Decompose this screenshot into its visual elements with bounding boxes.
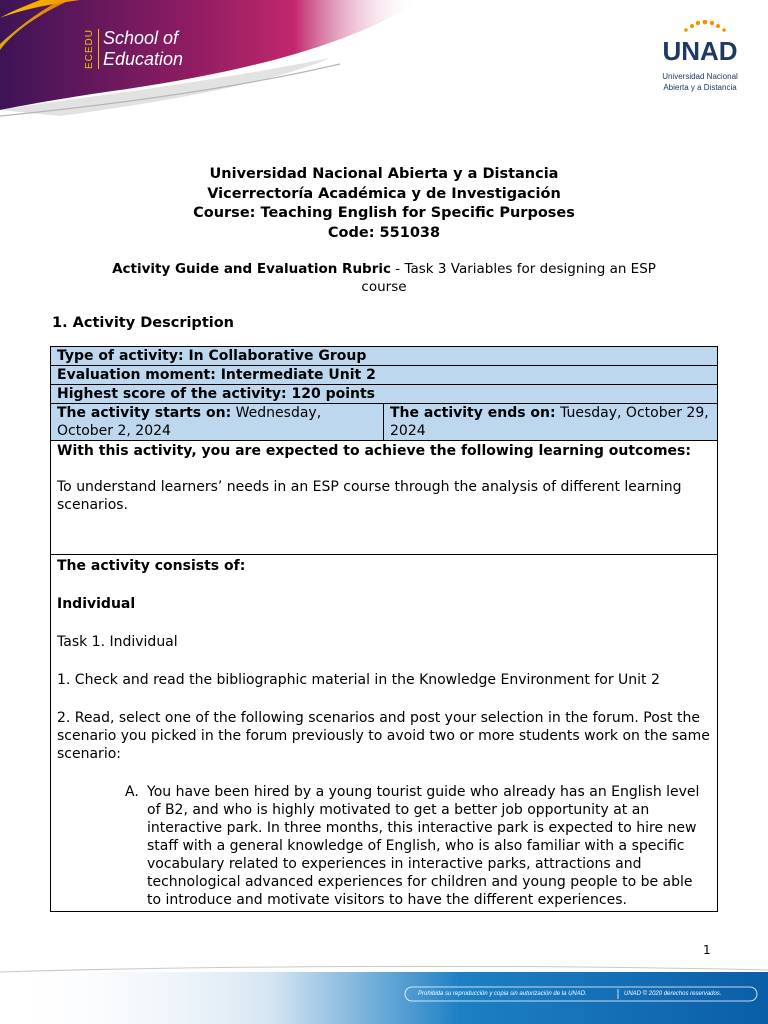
table-row <box>51 385 718 404</box>
learning-outcomes-cell <box>51 441 718 555</box>
table-row <box>51 441 718 555</box>
document-title-block <box>0 165 768 243</box>
ends-value: Tuesday, October 29, 2024 <box>390 405 709 439</box>
title-university: Universidad Nacional Abierta y a Distancia <box>209 166 559 182</box>
unad-logo-text: UNAD <box>662 36 738 66</box>
outcomes-text: To understand learners’ needs in an ESP course through the analysis of different learning scenarios. <box>57 479 682 513</box>
school-of-education-logo <box>84 28 183 70</box>
type-of-activity-cell: Type of activity: In Collaborative Group <box>51 347 718 366</box>
table-row <box>51 347 718 366</box>
unad-logo <box>654 20 746 92</box>
activity-starts-cell <box>51 404 384 441</box>
title-code: Code: 551038 <box>327 224 441 241</box>
section-heading-activity-description: 1. Activity Description <box>52 315 235 331</box>
school-logo-line2: Education <box>103 49 184 69</box>
table-row <box>51 555 718 912</box>
outcomes-heading: With this activity, you are expected to achieve the following learning outcomes: <box>57 443 691 459</box>
starts-value: Wednesday, October 2, 2024 <box>57 405 322 439</box>
step2-text: 2. Read, select one of the following scenarios and post your selection in the forum. Post the scenario you picked in the forum previously to avoid two or more students work on the same scenario: <box>57 710 710 762</box>
unad-logo-mark <box>654 20 746 66</box>
table-row <box>51 404 718 441</box>
footer-notice-right: UNAD © 2020 derechos reservados. <box>624 991 722 997</box>
activity-table <box>50 346 718 912</box>
consists-heading: The activity consists of: <box>57 558 246 574</box>
unad-caption-line1: Universidad Nacional <box>662 72 738 81</box>
title-vicerrectoria: Vicerrectoría Académica y de Investigación <box>207 185 561 202</box>
task1-label: Task 1. Individual <box>57 634 178 650</box>
individual-heading: Individual <box>57 596 136 612</box>
scenario-list <box>57 783 711 909</box>
ecedu-label: ECEDU <box>84 29 99 69</box>
step1-text: 1. Check and read the bibliographic material in the Knowledge Environment for Unit 2 <box>57 672 660 688</box>
subtitle-rest-line2: course <box>361 279 407 295</box>
evaluation-moment-cell: Evaluation moment: Intermediate Unit 2 <box>51 366 718 385</box>
ends-label: The activity ends on: <box>390 405 556 421</box>
activity-ends-cell <box>384 404 718 441</box>
list-item <box>125 783 711 909</box>
starts-label: The activity starts on: <box>57 405 232 421</box>
scenario-a-letter: A. <box>125 784 139 800</box>
footer-notice-left: Prohibida su reproducción y copia sin autorización de la UNAD. <box>418 991 587 997</box>
subtitle-bold: Activity Guide and Evaluation Rubric <box>112 261 392 277</box>
school-logo-line1: School of <box>103 28 179 48</box>
scenario-a-text: You have been hired by a young tourist guide who already has an English level of B2, and who is highly motivated to get a better job opportunity at an interactive park. In three months, this interactive park is expected to hire new staff with a general knowledge of English, who is also familiar with a specific vocabulary related to experiences in interactive parks, attractions and technological advanced experiences for children and young people to be able to introduce and motivate visitors to have the different experiences. <box>147 784 700 908</box>
unad-caption-line2: Abierta y a Distancia <box>663 83 737 92</box>
subtitle-rest: - Task 3 Variables for designing an ESP <box>391 261 656 277</box>
highest-score-cell: Highest score of the activity: 120 points <box>51 385 718 404</box>
title-course: Course: Teaching English for Specific Purposes <box>193 205 575 221</box>
activity-consists-cell <box>51 555 718 912</box>
activity-guide-subtitle <box>0 260 768 296</box>
page-number: 1 <box>703 943 711 957</box>
table-row <box>51 366 718 385</box>
